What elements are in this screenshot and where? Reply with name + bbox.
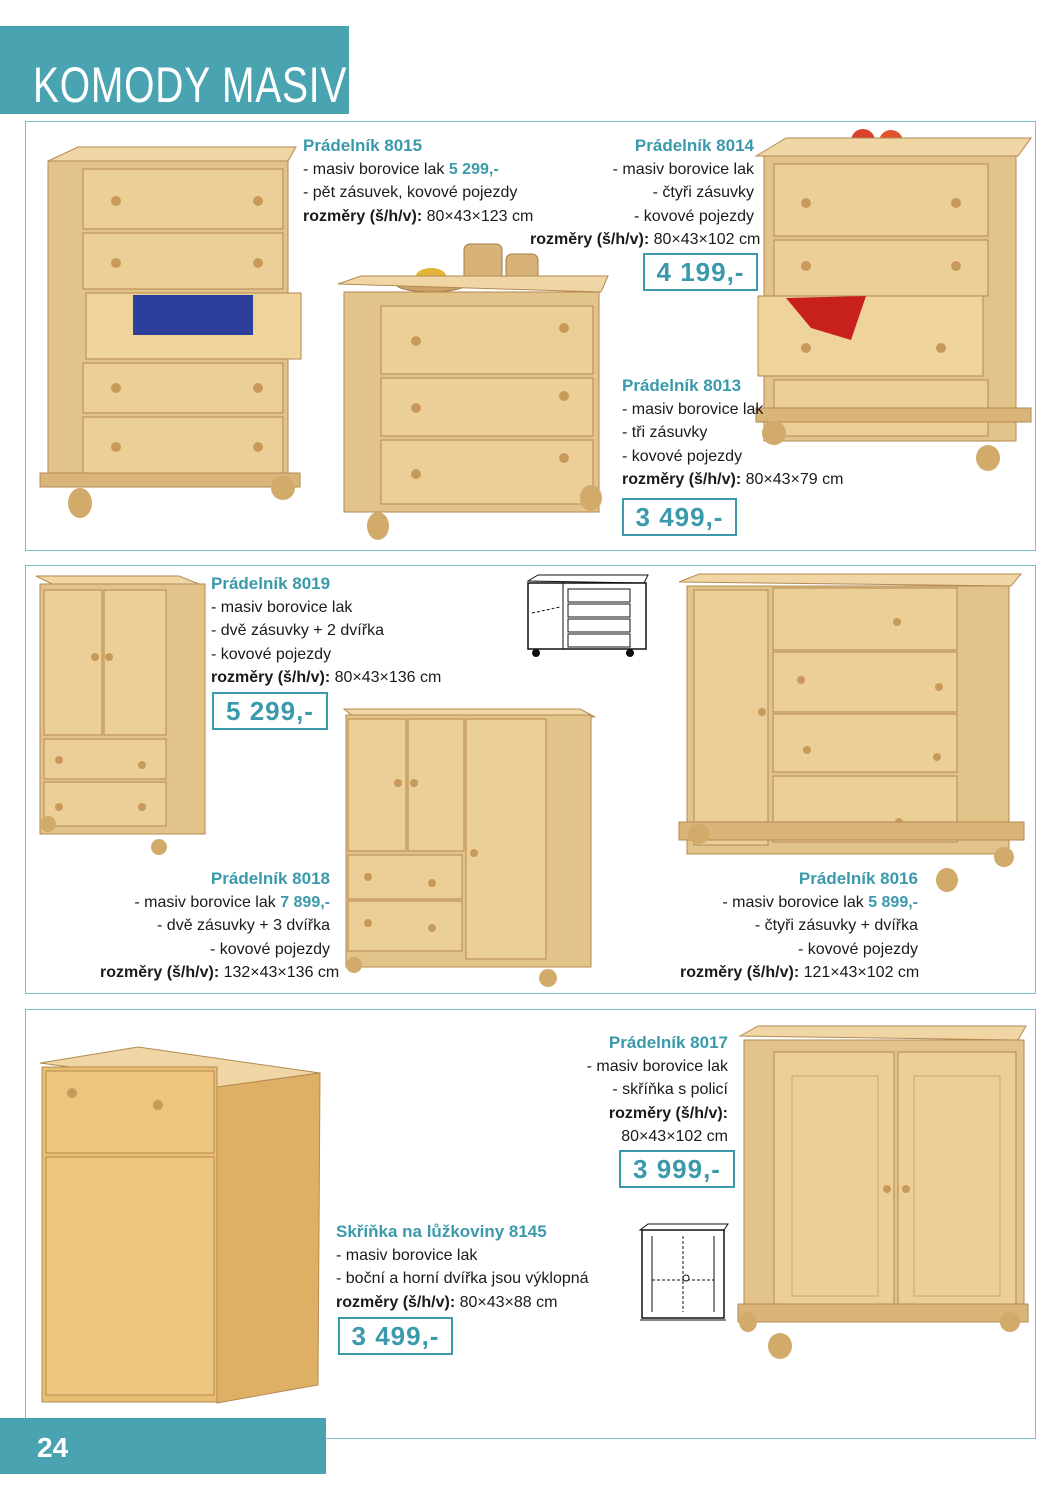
product-feature: - pět zásuvek, kovové pojezdy: [303, 184, 518, 201]
product-8015-text: [303, 134, 533, 228]
product-dims: 80×43×102 cm: [649, 231, 761, 248]
line-drawing-8016: [526, 573, 651, 658]
product-8145-text: [336, 1220, 589, 1314]
page-number-band: [0, 1418, 326, 1474]
product-name: Prádelník 8015: [303, 136, 423, 155]
price-tag-8014: 4 199,-: [643, 253, 758, 291]
dims-label: rozměry (š/h/v):: [680, 964, 800, 981]
dims-label: rozměry (š/h/v):: [100, 964, 220, 981]
product-name: Prádelník 8013: [622, 376, 742, 395]
product-dims: 80×43×123 cm: [422, 207, 534, 225]
product-price: 5 299,-: [448, 160, 499, 178]
product-dims: 132×43×136 cm: [219, 964, 340, 981]
dims-label: rozměry (š/h/v):: [303, 207, 423, 225]
product-name: Prádelník 8019: [211, 574, 331, 593]
product-feature: - čtyři zásuvky + dvířka: [754, 917, 918, 934]
cabinet-8017-image: [738, 1024, 1030, 1360]
product-price: 5 899,-: [868, 893, 918, 911]
chest-8018-image: [340, 703, 598, 988]
line-drawing-8017: [638, 1222, 730, 1322]
chest-8019-image: [34, 572, 209, 854]
product-material: - masiv borovice lak: [336, 1246, 478, 1264]
product-feature: - kovové pojezdy: [797, 940, 918, 958]
product-dims: 80×43×102 cm: [621, 1128, 728, 1145]
website-url[interactable]: www.idea-nabytek.cz: [35, 116, 207, 137]
dims-label: rozměry (š/h/v):: [336, 1293, 456, 1311]
product-material: - masiv borovice lak: [211, 598, 353, 616]
product-8018-text: [100, 867, 340, 985]
product-feature: - kovové pojezdy: [209, 940, 330, 958]
dims-label: rozměry (š/h/v):: [211, 669, 331, 686]
product-feature: - čtyři zásuvky: [652, 184, 754, 201]
page-number: 24: [37, 1432, 69, 1463]
product-feature: - dvě zásuvky + 3 dvířka: [157, 917, 330, 934]
product-feature: - kovové pojezdy: [211, 645, 332, 663]
dims-label: rozměry (š/h/v):: [622, 471, 742, 488]
page-header-band: [0, 26, 349, 137]
product-8017-text: [570, 1031, 728, 1149]
product-dims: 121×43×102 cm: [799, 964, 920, 981]
chest-8016-image: [679, 572, 1027, 894]
product-name: Prádelník 8018: [210, 869, 330, 888]
dims-label: rozměry (š/h/v):: [530, 231, 650, 248]
price-tag-8019: 5 299,-: [212, 692, 328, 730]
product-feature: - kovové pojezdy: [633, 207, 754, 225]
product-name: Prádelník 8016: [798, 869, 918, 888]
price-tag-8145: 3 499,-: [338, 1317, 453, 1355]
product-feature: - kovové pojezdy: [622, 447, 743, 465]
product-8013-text: [622, 374, 843, 492]
product-feature: - tři zásuvky: [622, 424, 708, 441]
product-material: - masiv borovice lak: [586, 1057, 728, 1075]
product-material: - masiv borovice lak: [134, 893, 281, 911]
product-dims: 80×43×79 cm: [741, 471, 844, 488]
product-name: Skříňka na lůžkoviny 8145: [336, 1222, 547, 1241]
page-title: KOMODY MASIV: [33, 57, 348, 113]
product-feature: - dvě zásuvky + 2 dvířka: [211, 622, 384, 639]
product-dims: 80×43×136 cm: [330, 669, 442, 686]
product-8019-text: [211, 572, 441, 690]
product-8014-text: [530, 134, 761, 252]
chest-8015-image: [38, 143, 303, 523]
product-name: Prádelník 8017: [608, 1033, 728, 1052]
product-material: - masiv borovice lak: [612, 160, 754, 178]
cabinet-8145-image: [38, 1045, 323, 1403]
product-material: - masiv borovice lak: [722, 893, 869, 911]
product-material: - masiv borovice lak: [622, 400, 764, 418]
product-8016-text: [680, 867, 918, 985]
dims-label: rozměry (š/h/v):: [608, 1104, 728, 1122]
product-dims: 80×43×88 cm: [455, 1293, 558, 1311]
price-tag-8017: 3 999,-: [619, 1150, 735, 1188]
price-tag-8013: 3 499,-: [622, 498, 737, 536]
chest-8013-image: [336, 236, 611, 541]
product-material: - masiv borovice lak: [303, 160, 449, 178]
product-feature: - boční a horní dvířka jsou výklopná: [336, 1270, 589, 1287]
product-price: 7 899,-: [280, 893, 330, 911]
product-name: Prádelník 8014: [634, 136, 754, 155]
product-feature: - skříňka s policí: [612, 1081, 728, 1098]
